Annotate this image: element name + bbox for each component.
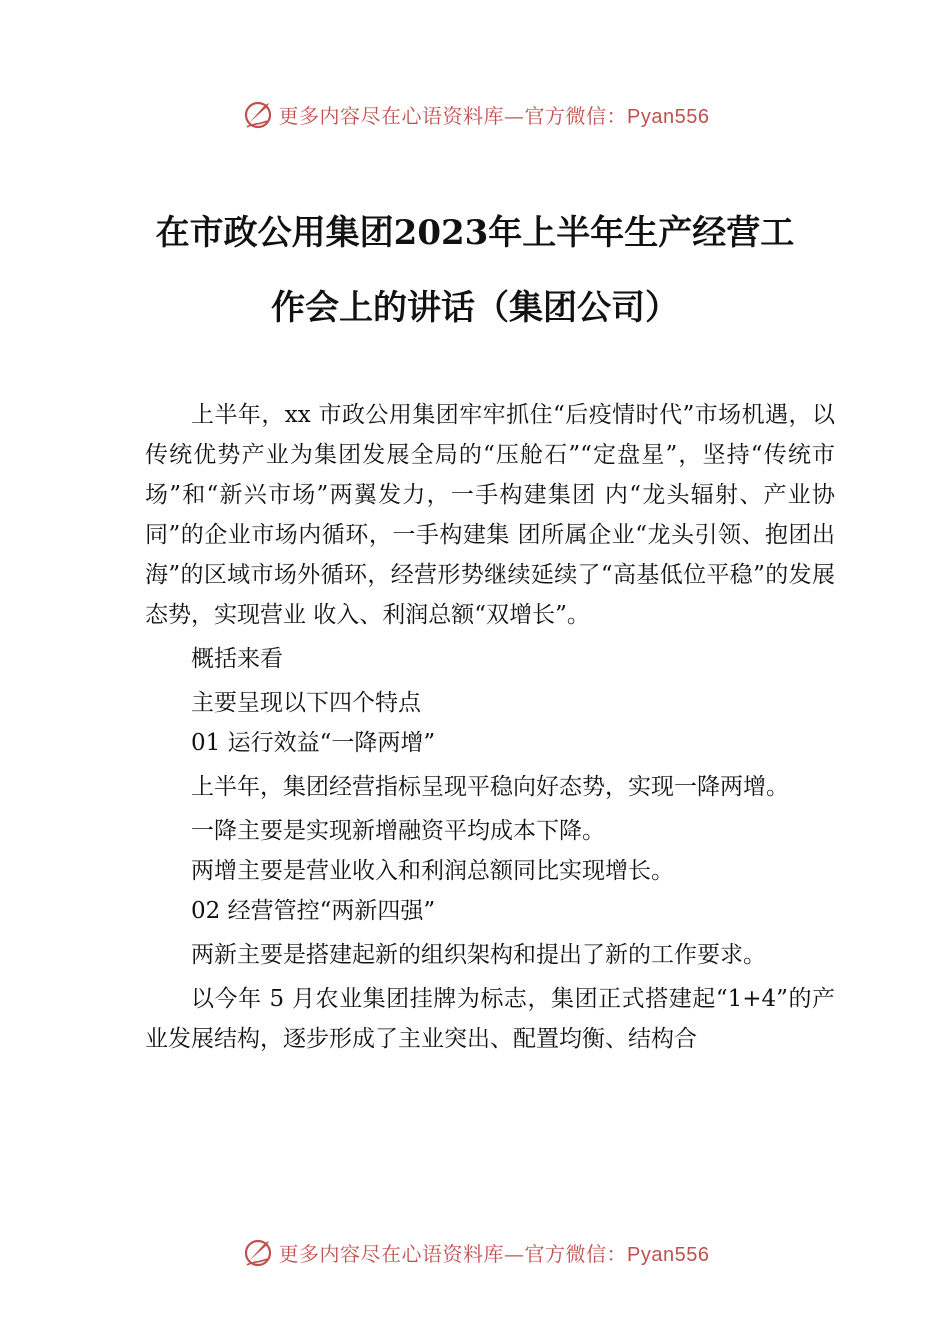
document-body bbox=[145, 395, 835, 1059]
quill-pen-logo-icon bbox=[241, 97, 275, 131]
section-heading-02: 02 经营管控“两新四强” bbox=[191, 898, 436, 924]
quill-pen-logo-icon bbox=[241, 1235, 275, 1269]
banner-wechat-handle: Pyan556 bbox=[627, 105, 710, 128]
paragraph-intro: 上半年，xx 市政公用集团牢牢抓住“后疫情时代”市场机遇，以传统优势产业为集团发展全局的“压舱石”“定盘星”，坚持“传统市场”和“新兴市场”两翼发力，一手构建集团 内“龙头辐射、产业协同”的企业市场内循环，一手构建集 团所属企业“龙头引领、抱团出海”的区域市场外循环，经营形势继续延续了“高基低位平稳”的发展态势，实现营业 收入、利润总额“双增长”。 bbox=[145, 402, 835, 628]
header-watermark-banner bbox=[0, 94, 950, 134]
paragraph-one-decrease: 一降主要是实现新增融资平均成本下降。 bbox=[191, 818, 605, 844]
paragraph-summary: 概括来看 bbox=[191, 646, 283, 672]
footer-watermark-banner bbox=[0, 1232, 950, 1272]
banner-wechat-handle: Pyan556 bbox=[627, 1243, 710, 1266]
paragraph-features: 主要呈现以下四个特点 bbox=[191, 690, 421, 716]
banner-text: 更多内容尽在心语资料库—官方微信： bbox=[278, 103, 628, 128]
document-title-line-1: 在市政公用集团2023年上半年生产经营工 bbox=[155, 213, 795, 253]
document-title-line-2: 作会上的讲话（集团公司） bbox=[271, 288, 679, 328]
paragraph-two-increases: 两增主要是营业收入和利润总额同比实现增长。 bbox=[191, 858, 674, 884]
paragraph-structure: 以今年 5 月农业集团挂牌为标志，集团正式搭建起“1+4”的产业发展结构，逐步形成了主业突出、配置均衡、结构合 bbox=[145, 986, 835, 1052]
paragraph-two-new: 两新主要是搭建起新的组织架构和提出了新的工作要求。 bbox=[191, 942, 766, 968]
section-heading-01: 01 运行效益“一降两增” bbox=[191, 730, 436, 756]
banner-text: 更多内容尽在心语资料库—官方微信： bbox=[278, 1241, 628, 1266]
paragraph-section-01-summary: 上半年，集团经营指标呈现平稳向好态势，实现一降两增。 bbox=[191, 774, 789, 800]
